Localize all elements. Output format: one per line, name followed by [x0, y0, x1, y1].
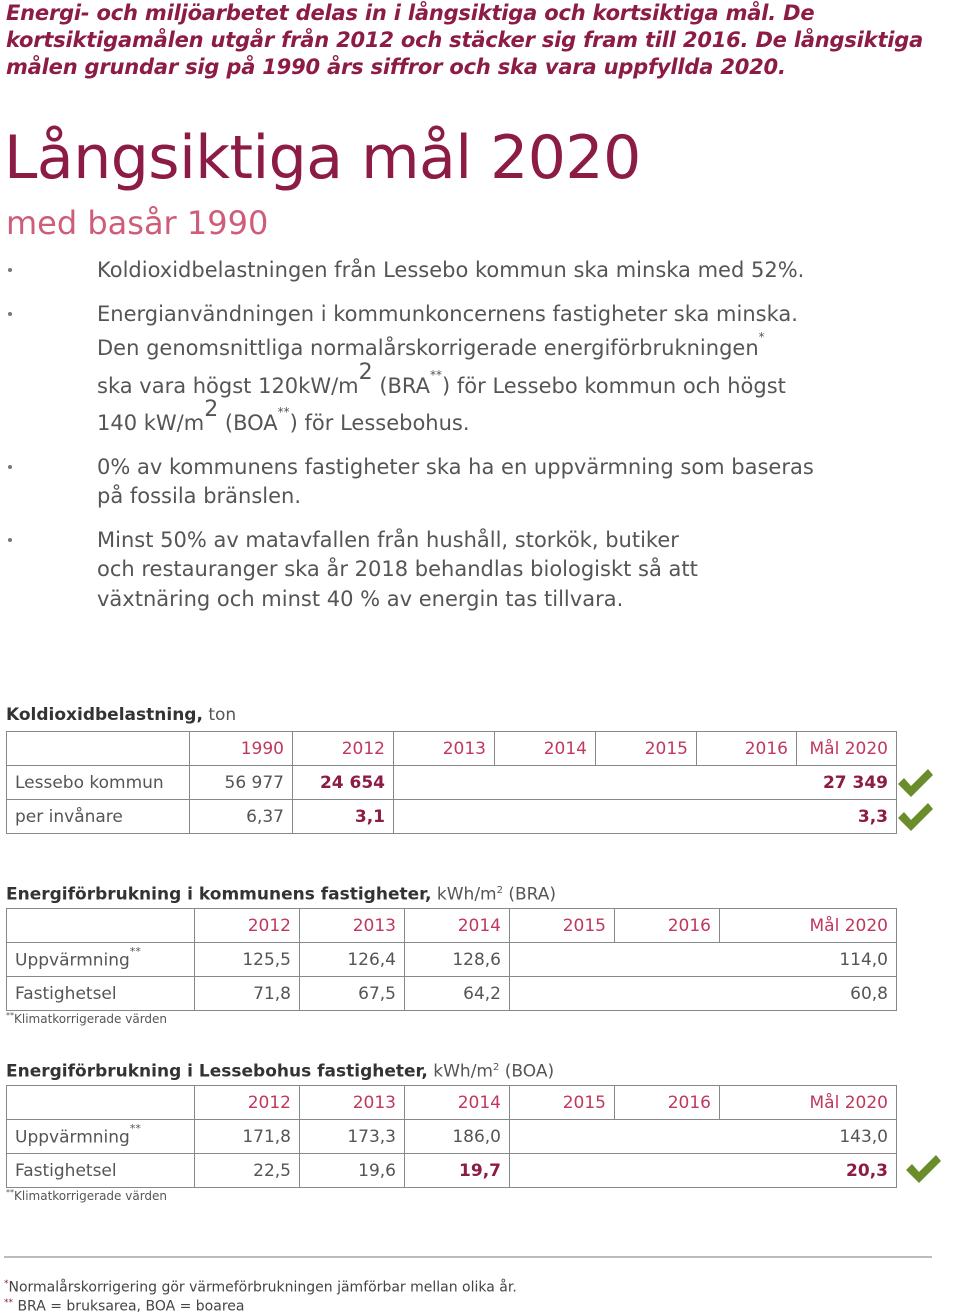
- row-label: per invånare: [7, 800, 190, 834]
- footnote-marker: **: [277, 405, 290, 419]
- column-header: 2015: [596, 732, 697, 766]
- table-row: [7, 800, 897, 834]
- footnote-marker: **: [129, 1121, 141, 1135]
- table-cell: 143,0: [720, 1120, 897, 1154]
- goal-text: ska vara högst 120kW/m: [97, 373, 359, 398]
- goal-text: Energianvändningen i kommunkoncernens fastigheter ska minska.: [97, 301, 798, 326]
- table-row: [7, 1120, 897, 1154]
- row-label: [7, 1120, 195, 1154]
- goal-text: Den genomsnittliga normalårskorrigerade energiförbrukningen: [97, 336, 759, 360]
- footer-divider: [4, 1256, 932, 1258]
- row-label: Fastighetsel: [7, 1154, 195, 1188]
- table-cell: 128,6: [405, 943, 510, 977]
- bullet-icon: [8, 268, 12, 272]
- superscript: 2: [204, 397, 219, 422]
- table-cell: 19,6: [300, 1154, 405, 1188]
- table-cell: 3,1: [293, 800, 394, 834]
- bullet-icon: [8, 312, 12, 316]
- goal-item: [0, 256, 900, 286]
- table-cell: [495, 800, 596, 834]
- table3-title: [6, 1057, 554, 1083]
- goal-text: 140 kW/m: [97, 411, 205, 435]
- table1-title: [6, 704, 236, 726]
- column-header: 2013: [394, 732, 495, 766]
- bullet-icon: [8, 465, 12, 469]
- table-cell: 64,2: [405, 977, 510, 1011]
- footnote-marker: **: [6, 1188, 14, 1197]
- row-label: Fastighetsel: [7, 977, 195, 1011]
- intro-text: Energi- och miljöarbetet delas in i långsiktiga och kortsiktiga mål. De kortsiktigamålen utgår från 2012 och stäcker sig fram till 2016. De långsiktiga målen grundar sig på 1990 års siffror och ska vara uppfyllda 2020.: [6, 1, 924, 79]
- table-cell: 20,3: [720, 1154, 897, 1188]
- goal-text: ) för Lessebohus.: [289, 411, 470, 435]
- table-header-row: [7, 732, 897, 766]
- column-header: 2015: [510, 909, 615, 943]
- table-cell: [596, 800, 697, 834]
- table-title-text: Energiförbrukning i kommunens fastigheter,: [6, 884, 432, 905]
- table-cell: 114,0: [720, 943, 897, 977]
- table-cell: 125,5: [195, 943, 300, 977]
- footnote: [4, 1294, 244, 1314]
- table-cell: 22,5: [195, 1154, 300, 1188]
- table-cell: 126,4: [300, 943, 405, 977]
- table-cell: [615, 1120, 720, 1154]
- table-cell: 71,8: [195, 977, 300, 1011]
- column-header: Mål 2020: [720, 1086, 897, 1120]
- goal-text: Koldioxidbelastningen från Lessebo kommun ska minska med 52%.: [97, 258, 805, 282]
- table-cell: [510, 943, 615, 977]
- goal-text: (BRA: [372, 373, 431, 398]
- column-header: 2016: [615, 909, 720, 943]
- table-corner: [7, 1086, 195, 1120]
- table-cell: [394, 800, 495, 834]
- table-cell: [510, 1120, 615, 1154]
- municipal-energy-table: [6, 908, 897, 1011]
- table-cell: 27 349: [797, 766, 897, 800]
- footnote-marker: **: [430, 367, 443, 382]
- column-header: 2014: [405, 1086, 510, 1120]
- note-text: Klimatkorrigerade värden: [14, 1012, 168, 1026]
- table-corner: [7, 732, 190, 766]
- table-cell: [394, 766, 495, 800]
- footnote-marker: **: [4, 1298, 13, 1308]
- column-header: 2012: [195, 909, 300, 943]
- table-cell: 171,8: [195, 1120, 300, 1154]
- superscript: 2: [496, 885, 503, 896]
- table-cell: [510, 1154, 615, 1188]
- column-header: 1990: [190, 732, 293, 766]
- table-row: [7, 1154, 897, 1188]
- table2-title: [6, 880, 556, 906]
- table-note: [6, 1011, 167, 1026]
- row-label: [7, 943, 195, 977]
- superscript: 2: [493, 1062, 500, 1073]
- table-cell: 56 977: [190, 766, 293, 800]
- table-title-text: Koldioxidbelastning,: [6, 705, 203, 725]
- table-cell: [697, 800, 797, 834]
- table-cell: 6,37: [190, 800, 293, 834]
- column-header: 2015: [510, 1086, 615, 1120]
- footnote-marker: *: [4, 1279, 9, 1289]
- footnote-marker: **: [6, 1011, 14, 1020]
- goal-item: [0, 300, 900, 439]
- table-cell: 173,3: [300, 1120, 405, 1154]
- table-header-row: [7, 909, 897, 943]
- table-note: [6, 1188, 167, 1203]
- page-title: Långsiktiga mål 2020: [4, 123, 641, 193]
- checkmark-icon: [896, 800, 934, 834]
- note-text: Klimatkorrigerade värden: [14, 1189, 168, 1203]
- checkmark-icon: [896, 766, 934, 800]
- row-label-text: Uppvärmning: [15, 1127, 130, 1148]
- table-cell: [615, 1154, 720, 1188]
- table-unit: kWh/m: [427, 1061, 493, 1082]
- row-label-text: Uppvärmning: [15, 950, 130, 971]
- goal-text: ) för Lessebo kommun och högst: [442, 373, 786, 398]
- co2-table: [6, 731, 897, 834]
- checkmark-icon: [904, 1152, 942, 1186]
- goal-text: 0% av kommunens fastigheter ska ha en uppvärmning som baseras på fossila bränslen.: [97, 454, 814, 508]
- row-label: Lessebo kommun: [7, 766, 190, 800]
- table-row: [7, 943, 897, 977]
- table-cell: [495, 766, 596, 800]
- column-header: 2016: [697, 732, 797, 766]
- table-cell: [510, 977, 615, 1011]
- table-unit: (BRA): [502, 884, 557, 905]
- table-cell: 67,5: [300, 977, 405, 1011]
- table-cell: [615, 977, 720, 1011]
- page-subtitle: med basår 1990: [6, 204, 269, 242]
- table-cell: [615, 943, 720, 977]
- footnote-marker: **: [129, 944, 141, 958]
- table-cell: [596, 766, 697, 800]
- footnote-text: BRA = bruksarea, BOA = boarea: [13, 1298, 245, 1314]
- table-row: [7, 977, 897, 1011]
- column-header: 2012: [293, 732, 394, 766]
- goal-list: [0, 256, 960, 628]
- table-corner: [7, 909, 195, 943]
- table-unit: kWh/m: [431, 884, 497, 905]
- column-header: 2014: [405, 909, 510, 943]
- table-unit: ton: [202, 705, 237, 725]
- table-unit: (BOA): [499, 1061, 555, 1082]
- table-header-row: [7, 1086, 897, 1120]
- column-header: 2014: [495, 732, 596, 766]
- goal-text: Minst 50% av matavfallen från hushåll, storkök, butiker och restauranger ska år 2018 behandlas biologiskt så att växtnäring och minst 40 % av energin tas tillvara.: [97, 527, 698, 611]
- table-row: [7, 766, 897, 800]
- table-cell: [697, 766, 797, 800]
- goal-item: [0, 453, 820, 512]
- column-header: 2013: [300, 1086, 405, 1120]
- table-cell: 24 654: [293, 766, 394, 800]
- table-cell: 3,3: [797, 800, 897, 834]
- goal-item: [0, 526, 700, 615]
- footnote-marker: *: [758, 330, 765, 344]
- table-cell: 19,7: [405, 1154, 510, 1188]
- bullet-icon: [8, 538, 12, 542]
- column-header: 2012: [195, 1086, 300, 1120]
- table-cell: 186,0: [405, 1120, 510, 1154]
- goal-text: (BOA: [218, 411, 278, 435]
- column-header: Mål 2020: [720, 909, 897, 943]
- column-header: 2016: [615, 1086, 720, 1120]
- column-header: 2013: [300, 909, 405, 943]
- table-cell: 60,8: [720, 977, 897, 1011]
- superscript: 2: [358, 359, 373, 385]
- column-header: Mål 2020: [797, 732, 897, 766]
- footnote-text: Normalårskorrigering gör värmeförbrukningen jämförbar mellan olika år.: [8, 1279, 517, 1296]
- lessebohus-energy-table: [6, 1085, 897, 1188]
- table-title-text: Energiförbrukning i Lessebohus fastigheter,: [6, 1061, 428, 1082]
